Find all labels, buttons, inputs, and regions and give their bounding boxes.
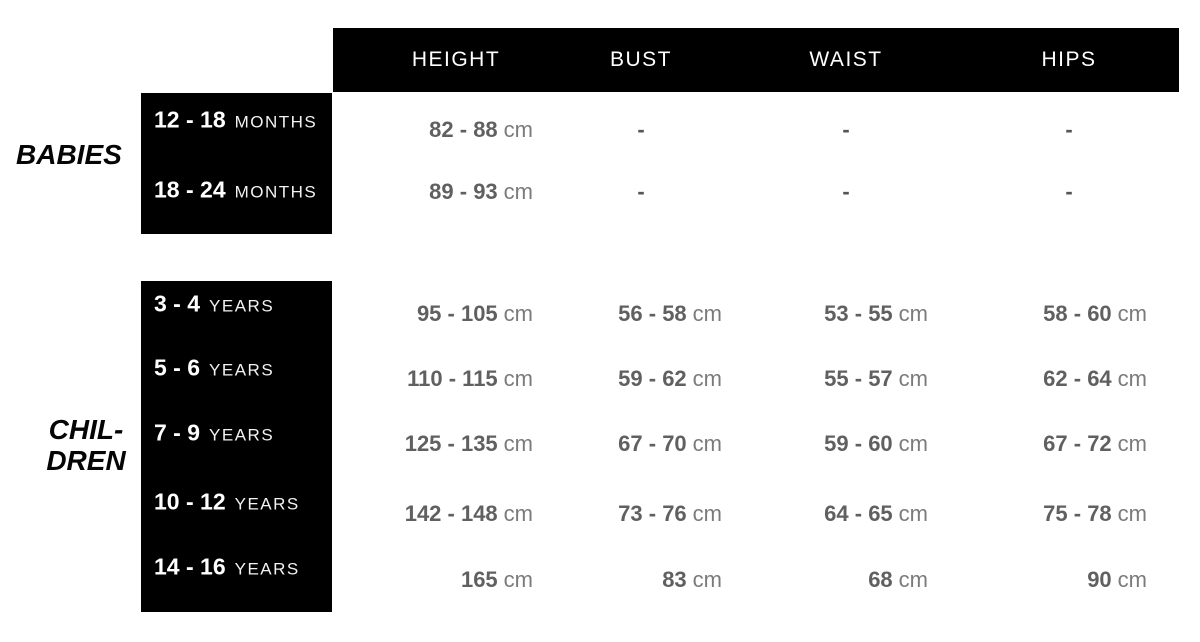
- cell-hips: [1043, 501, 1147, 527]
- unit: cm: [1117, 501, 1147, 526]
- age-unit: MONTHS: [234, 112, 318, 132]
- cell-bust: [662, 567, 722, 593]
- age-range: 3 - 4: [154, 290, 201, 317]
- age-row: [154, 554, 300, 581]
- age-range: 5 - 6: [154, 354, 201, 381]
- value: 56 - 58: [618, 301, 687, 326]
- cell-height: [429, 117, 533, 143]
- value: 67 - 72: [1043, 431, 1112, 456]
- unit: cm: [503, 501, 533, 526]
- age-box-babies: [141, 93, 332, 234]
- value: 165: [460, 567, 498, 592]
- value: 53 - 55: [824, 301, 893, 326]
- group-label-line2: DREN: [46, 445, 126, 476]
- age-range: 14 - 16: [154, 553, 226, 580]
- age-range: 12 - 18: [154, 106, 226, 133]
- group-label-line1: CHIL-: [48, 414, 124, 445]
- age-row: [154, 177, 317, 204]
- column-header-hips: HIPS: [1041, 48, 1097, 71]
- value: 90: [1087, 567, 1112, 592]
- group-label-children: [25, 414, 147, 476]
- column-header-bar: [333, 28, 1179, 92]
- value: 67 - 70: [618, 431, 687, 456]
- cell-hips: [1043, 366, 1147, 392]
- value: 59 - 60: [824, 431, 893, 456]
- unit: cm: [898, 301, 928, 326]
- value: 95 - 105: [416, 301, 498, 326]
- unit: cm: [692, 431, 722, 456]
- cell-waist: [824, 301, 928, 327]
- unit: cm: [503, 431, 533, 456]
- age-unit: MONTHS: [234, 182, 318, 202]
- unit: cm: [898, 366, 928, 391]
- value: 110 - 115: [407, 366, 498, 391]
- age-range: 7 - 9: [154, 419, 201, 446]
- unit: cm: [692, 301, 722, 326]
- unit: cm: [503, 567, 533, 592]
- unit: cm: [503, 366, 533, 391]
- age-range: 10 - 12: [154, 488, 226, 515]
- cell-hips: [1087, 567, 1147, 593]
- value: 89 - 93: [429, 179, 498, 204]
- unit: cm: [1117, 366, 1147, 391]
- unit: cm: [1117, 567, 1147, 592]
- value: 55 - 57: [824, 366, 893, 391]
- age-unit: YEARS: [234, 494, 300, 514]
- cell-bust: [618, 301, 722, 327]
- value: 58 - 60: [1043, 301, 1112, 326]
- cell-bust: [618, 431, 722, 457]
- cell-height: [429, 179, 533, 205]
- cell-hips: [1043, 301, 1147, 327]
- unit: cm: [692, 366, 722, 391]
- age-unit: YEARS: [209, 360, 275, 380]
- cell-height: [405, 501, 533, 527]
- age-row: [154, 291, 274, 318]
- value: 59 - 62: [618, 366, 687, 391]
- cell-bust: [618, 501, 722, 527]
- cell-waist-empty: -: [842, 117, 850, 142]
- cell-bust: [618, 366, 722, 392]
- unit: cm: [503, 117, 533, 142]
- value: 64 - 65: [824, 501, 893, 526]
- unit: cm: [1117, 431, 1147, 456]
- cell-hips: [1043, 431, 1147, 457]
- age-row: [154, 107, 317, 134]
- value: 73 - 76: [618, 501, 687, 526]
- age-unit: YEARS: [234, 559, 300, 579]
- cell-hips-empty: -: [1065, 117, 1073, 142]
- age-unit: YEARS: [209, 296, 275, 316]
- unit: cm: [692, 567, 722, 592]
- cell-waist: [824, 366, 928, 392]
- unit: cm: [898, 431, 928, 456]
- value: 82 - 88: [429, 117, 498, 142]
- unit: cm: [503, 301, 533, 326]
- cell-waist: [824, 431, 928, 457]
- group-label-text: BABIES: [16, 139, 122, 170]
- column-header-height: HEIGHT: [411, 48, 501, 71]
- cell-bust-empty: -: [637, 117, 645, 142]
- age-range: 18 - 24: [154, 176, 226, 203]
- age-box-children: [141, 281, 332, 612]
- cell-waist-empty: -: [842, 179, 850, 204]
- cell-bust-empty: -: [637, 179, 645, 204]
- unit: cm: [503, 179, 533, 204]
- column-header-bust: BUST: [609, 48, 673, 71]
- cell-waist: [868, 567, 928, 593]
- unit: cm: [1117, 301, 1147, 326]
- age-row: [154, 489, 300, 516]
- unit: cm: [898, 567, 928, 592]
- unit: cm: [692, 501, 722, 526]
- age-row: [154, 420, 274, 447]
- cell-waist: [824, 501, 928, 527]
- cell-height: [461, 567, 533, 593]
- age-row: [154, 355, 274, 382]
- cell-height: [417, 301, 533, 327]
- cell-height: [405, 431, 533, 457]
- value: 62 - 64: [1043, 366, 1112, 391]
- age-unit: YEARS: [209, 425, 275, 445]
- cell-hips-empty: -: [1065, 179, 1073, 204]
- unit: cm: [898, 501, 928, 526]
- value: 142 - 148: [404, 501, 498, 526]
- value: 125 - 135: [404, 431, 498, 456]
- cell-height: [407, 366, 533, 392]
- value: 83: [662, 567, 687, 592]
- column-header-waist: WAIST: [809, 48, 883, 71]
- group-label-babies: [16, 139, 122, 171]
- value: 75 - 78: [1043, 501, 1112, 526]
- value: 68: [868, 567, 893, 592]
